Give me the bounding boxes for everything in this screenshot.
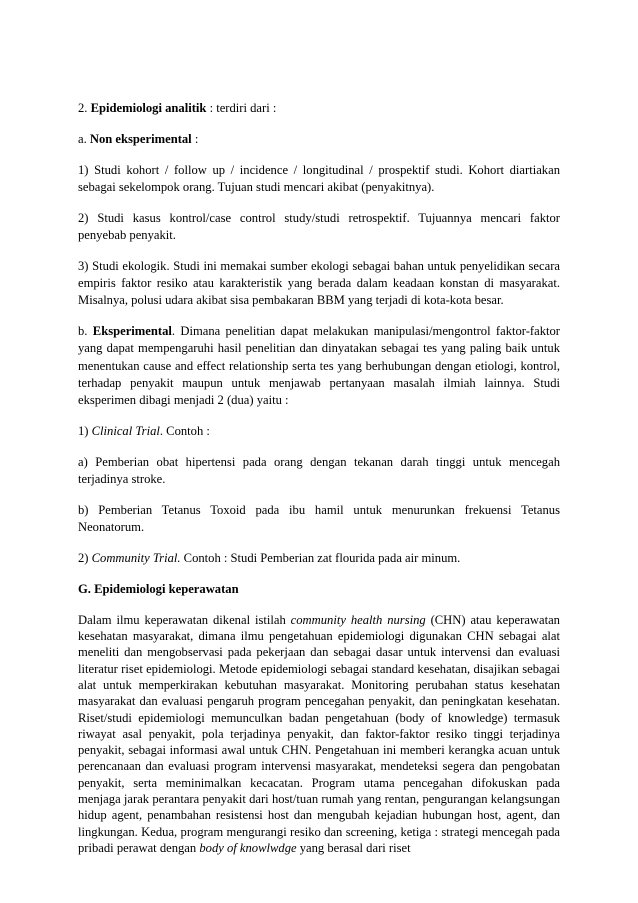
subheading-non-eksperimental: a. Non eksperimental :	[78, 131, 199, 146]
paragraph-example-hipertensi: a) Pemberian obat hipertensi pada orang dengan tekanan darah tinggi untuk mencegah terjadinya stroke.	[78, 454, 560, 487]
section-heading-analitik: 2. Epidemiologi analitik : terdiri dari :	[78, 101, 277, 115]
paragraph-studi-kasus-kontrol: 2) Studi kasus kontrol/case control study/studi retrospektif. Tujuannya mencari faktor penyebab penyakit.	[78, 210, 560, 242]
paragraph-community-trial: 2) Community Trial. Contoh : Studi Pemberian zat flourida pada air minum.	[78, 551, 461, 566]
paragraph-chn: Dalam ilmu keperawatan dikenal istilah community health nursing (CHN) atau keperawatan kesehatan masyarakat, dimana ilmu pengetahuan epidemiologi digunakan CHN sebagai alat meneliti dan mengobservasi pada pekerjaan dan sebagai dasar untuk intervensi dan evaluasi literatur riset epidemiologi. Metode epidemiologi sebagai standard kesehatan, disajikan sebagai alat untuk memperkirakan kebutuhan masyarakat. Monitoring perubahan status kesehatan masyarakat dan evaluasi pengaruh program pencegahan penyakit, dan peningkatan kesehatan. Riset/studi epidemiologi memunculkan badan pengetahuan (body of knowledge) termasuk riwayat asal penyakit, pola terjadinya penyakit, dan faktor-faktor resiko tinggi terjadinya penyakit, sebagai informasi awal untuk CHN. Pengetahuan ini memberi kerangka acuan untuk perencanaan dan evaluasi program intervensi masyarakat, mendeteksi segera dan pengobatan penyakit, serta meminimalkan kecacatan. Program utama pencegahan difokuskan pada menjaga jarak perantara penyakit dari host/tuan rumah yang rentan, pengurangan kelangsungan hidup agent, penambahan resistensi host dan mengubah kejadian hubungan host, agent, dan lingkungan. Kedua, program mengurangi resiko dan screening, ketiga : strategi mencegah pada pribadi perawat dengan body of knowlwdge yang berasal dari riset	[78, 612, 560, 855]
term-epidemiologi-analitik: Epidemiologi analitik	[90, 101, 207, 115]
paragraph-eksperimental: b. Eksperimental. Dimana penelitian dapat melakukan manipulasi/mengontrol faktor-faktor yang dapat mempengaruhi hasil penelitian dan dinyatakan sebagai tes yang paling baik untuk menentukan cause and effect relationship serta tes yang berhubungan dengan etiologi, kontrol, terhadap penyakit maupun untuk menjawab pertanyaan masalah ilmiah lainnya. Studi eksperimen dibagi menjadi 2 (dua) yaitu :	[78, 324, 561, 408]
paragraph-clinical-trial: 1) Clinical Trial. Contoh :	[78, 424, 210, 439]
term-eksperimental: Eksperimental	[92, 324, 172, 339]
term-community-health-nursing: community health nursing	[290, 612, 426, 627]
paragraph-studi-kohort: 1) Studi kohort / follow up / incidence / longitudinal / prospektif studi. Kohort diartiakan sebagai sekelompok orang. Tujuan studi mencari akibat (penyakitnya).	[78, 162, 560, 194]
term-community-trial: Community Trial.	[91, 551, 181, 566]
paragraph-example-tetanus: b) Pemberian Tetanus Toxoid pada ibu hamil untuk menurunkan frekuensi Tetanus Neonatorum.	[78, 503, 560, 535]
term-clinical-trial: Clinical Trial	[91, 424, 160, 439]
term-non-eksperimental: Non eksperimental	[89, 131, 192, 146]
section-heading-keperawatan: G. Epidemiologi keperawatan	[78, 581, 239, 596]
paragraph-studi-ekologik: 3) Studi ekologik. Studi ini memakai sumber ekologi sebagai bahan untuk penyelidikan secara empiris faktor resiko atau karakteristik yang berada dalam keadaan konstan di masyarakat. Misalnya, polusi udara akibat sisa pembakaran BBM yang terjadi di kota-kota besar.	[78, 258, 560, 308]
term-body-of-knowledge: body of knowlwdge	[199, 840, 297, 855]
